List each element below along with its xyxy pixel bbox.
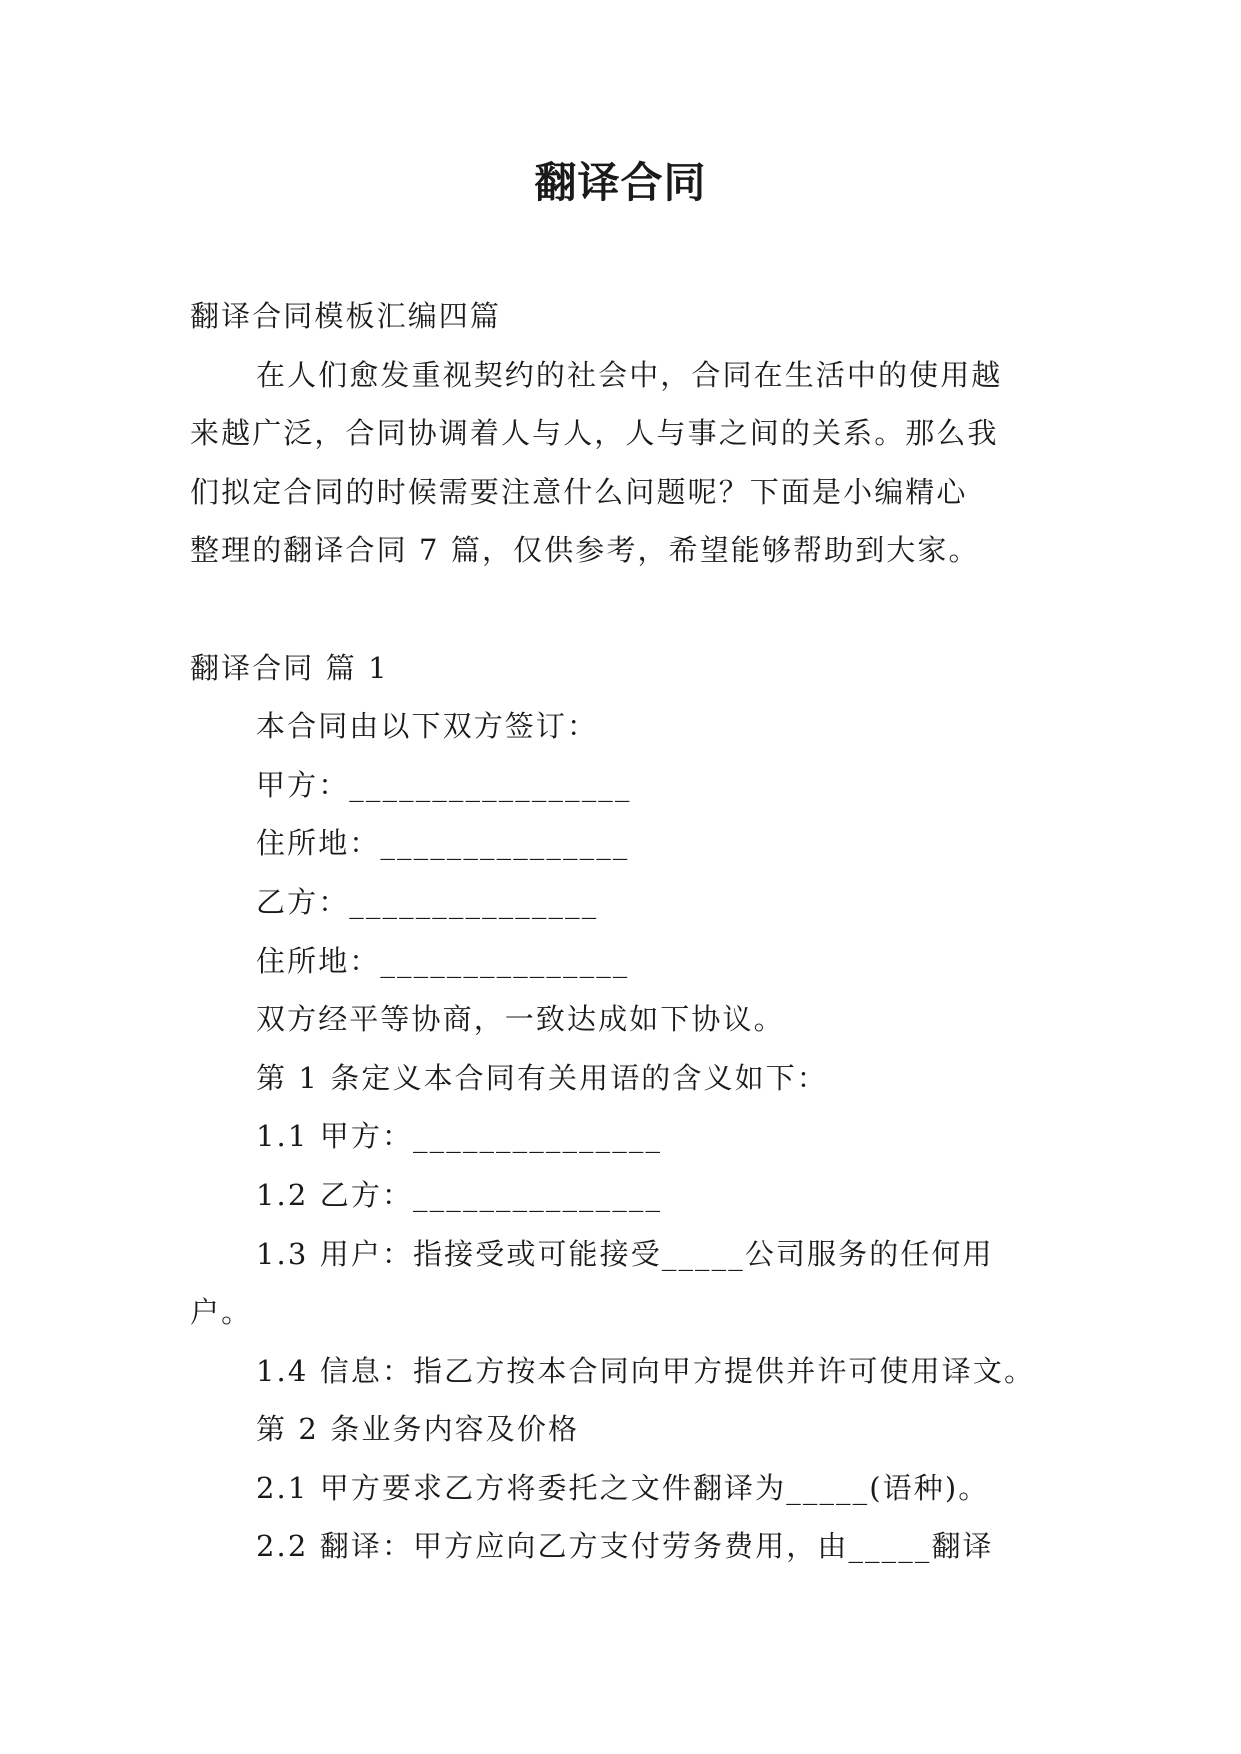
contract-article-1: 第 1 条定义本合同有关用语的含义如下： [256,1060,828,1095]
contract-line-party-a: 甲方：_________________ [256,767,632,802]
section-heading: 翻译合同 篇 1 [190,650,389,685]
contract-clause-1-4: 1.4 信息：指乙方按本合同向甲方提供并许可使用译文。 [256,1353,1036,1388]
intro-line-2: 来越广泛，合同协调着人与人，人与事之间的关系。那么我 [190,416,999,451]
intro-line-3: 们拟定合同的时候需要注意什么问题呢？下面是小编精心 [190,474,968,509]
contract-article-2: 第 2 条业务内容及价格 [256,1412,580,1447]
contract-clause-1-1: 1.1 甲方：_______________ [256,1119,663,1154]
contract-line-party-b-address: 住所地：_______________ [256,943,630,978]
contract-clause-1-3: 1.3 用户：指接受或可能接受_____公司服务的任何用 [256,1236,994,1271]
contract-line-signing: 本合同由以下双方签订： [256,709,599,744]
document-title: 翻译合同 [534,158,707,207]
contract-line-agreement: 双方经平等协商，一致达成如下协议。 [256,1002,785,1037]
contract-clause-2-2: 2.2 翻译：甲方应向乙方支付劳务费用，由_____翻译 [256,1529,994,1564]
document-body [190,287,1052,1576]
contract-clause-1-3-cont: 户。 [190,1295,253,1330]
contract-line-party-b: 乙方：_______________ [256,884,599,919]
intro-line-1: 在人们愈发重视契约的社会中，合同在生活中的使用越 [256,357,1003,392]
paragraph-gap [190,580,1052,639]
contract-line-party-a-address: 住所地：_______________ [256,826,630,861]
document-subtitle: 翻译合同模板汇编四篇 [190,299,502,333]
intro-line-4: 整理的翻译合同 7 篇，仅供参考，希望能够帮助到大家。 [190,533,980,568]
contract-clause-2-1: 2.1 甲方要求乙方将委托之文件翻译为_____(语种)。 [256,1470,990,1505]
contract-clause-1-2: 1.2 乙方：_______________ [256,1177,663,1212]
